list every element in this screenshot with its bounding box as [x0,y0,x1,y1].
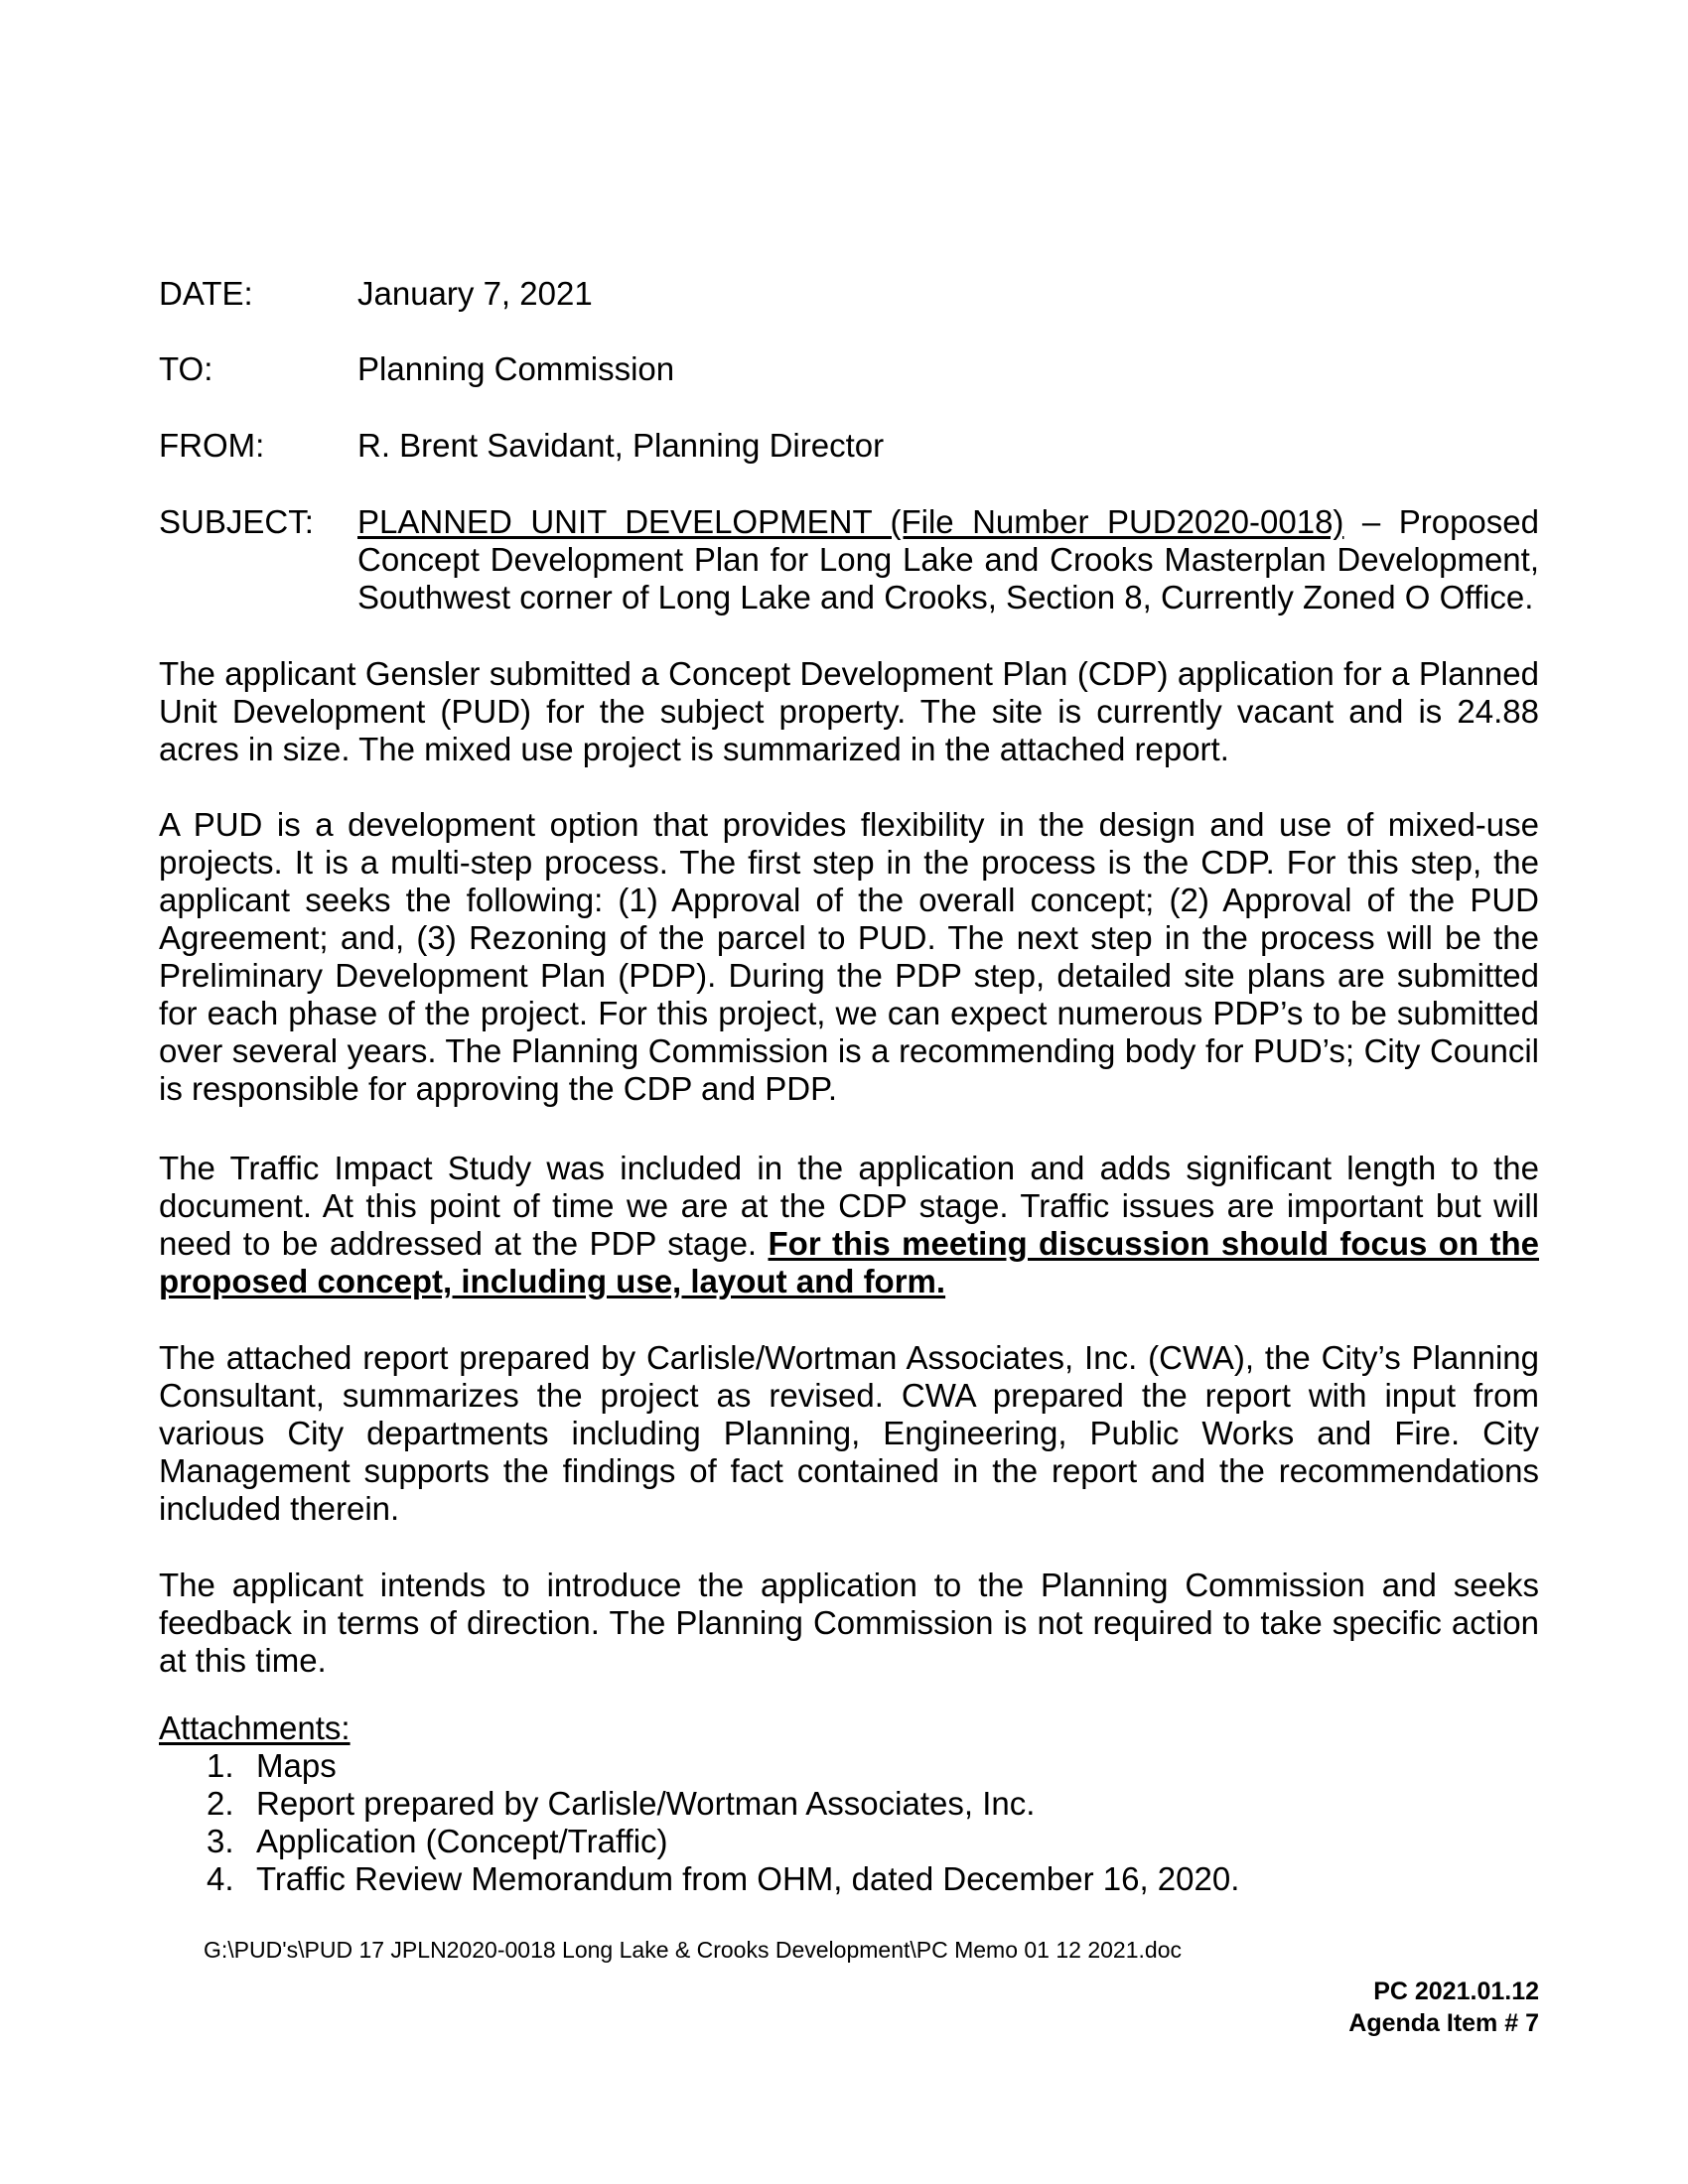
list-item-text: Application (Concept/Traffic) [256,1823,668,1859]
memo-page [159,0,1539,2184]
list-item-text: Traffic Review Memorandum from OHM, dated December 16, 2020. [256,1860,1240,1897]
paragraph-intent: The applicant intends to introduce the application to the Planning Commission and seeks feedback in terms of direction. The Planning Commission is not required to take specific action at this time. [159,1567,1539,1679]
list-item-number: 2. [207,1785,234,1822]
agenda-reference [1348,1976,1539,2039]
list-item [159,1785,1539,1823]
subject-file-number: PLANNED UNIT DEVELOPMENT (File Number PUD2020-0018) [357,503,1344,540]
meeting-focus-emphasis: For this meeting discussion should focus on the proposed concept, including use, layout and form. [159,1225,1539,1299]
attachments-heading: Attachments: [159,1709,351,1746]
list-item-text: Maps [256,1747,337,1784]
file-path: G:\PUD's\PUD 17 JPLN2020-0018 Long Lake & Crooks Development\PC Memo 01 12 2021.doc [204,1937,1182,1963]
to-label: TO: [159,350,213,387]
paragraph-pud-process: A PUD is a development option that provides flexibility in the design and use of mixed-use projects. It is a multi-step process. The first step in the process is the CDP. For this step, the applicant seeks the following: (1) Approval of the overall concept; (2) Approval of the PUD Agreement; and, (3) Rezoning of the parcel to PUD. The next step in the process will be the Preliminary Development Plan (PDP). During the PDP step, detailed site plans are submitted for each phase of the project. For this project, we can expect numerous PDP’s to be submitted over several years. The Planning Commission is a recommending body for PUD’s; City Council is responsible for approving the CDP and PDP. [159,806,1539,1107]
subject-description: – Proposed Concept Development Plan for Long Lake and Crooks Masterplan Development, Southwest corner of Long Lake and Crooks, Section 8, Currently Zoned O Office. [357,503,1539,615]
attachments-list [159,1747,1539,1898]
paragraph-traffic [159,1150,1539,1300]
subject-value [357,503,1539,616]
paragraph-report: The attached report prepared by Carlisle/Wortman Associates, Inc. (CWA), the City’s Planning Consultant, summarizes the project as revised. CWA prepared the report with input from various City departments including Planning, Engineering, Public Works and Fire. City Management supports the findings of fact contained in the report and the recommendations included therein. [159,1339,1539,1527]
date-label: DATE: [159,275,253,312]
from-value: R. Brent Savidant, Planning Director [357,427,885,464]
date-value: January 7, 2021 [357,275,593,312]
meeting-reference: PC 2021.01.12 [1373,1978,1539,2005]
paragraph-application: The applicant Gensler submitted a Concept Development Plan (CDP) application for a Planned Unit Development (PUD) for the subject property. The site is currently vacant and is 24.88 acres in size. The mixed use project is summarized in the attached report. [159,655,1539,767]
list-item [159,1823,1539,1860]
from-label: FROM: [159,427,265,464]
list-item-number: 1. [207,1747,234,1784]
subject-label: SUBJECT: [159,503,314,540]
to-value: Planning Commission [357,350,675,387]
list-item [159,1747,1539,1785]
list-item-number: 4. [207,1860,234,1897]
list-item-text: Report prepared by Carlisle/Wortman Associates, Inc. [256,1785,1036,1822]
traffic-text: The Traffic Impact Study was included in the application and adds significant length to the document. At this point of time we are at the CDP stage. Traffic issues are important but will need to be addressed at the PDP stage. [159,1150,1539,1262]
agenda-item-number: Agenda Item # 7 [1348,2009,1539,2037]
list-item [159,1860,1539,1898]
list-item-number: 3. [207,1823,234,1859]
